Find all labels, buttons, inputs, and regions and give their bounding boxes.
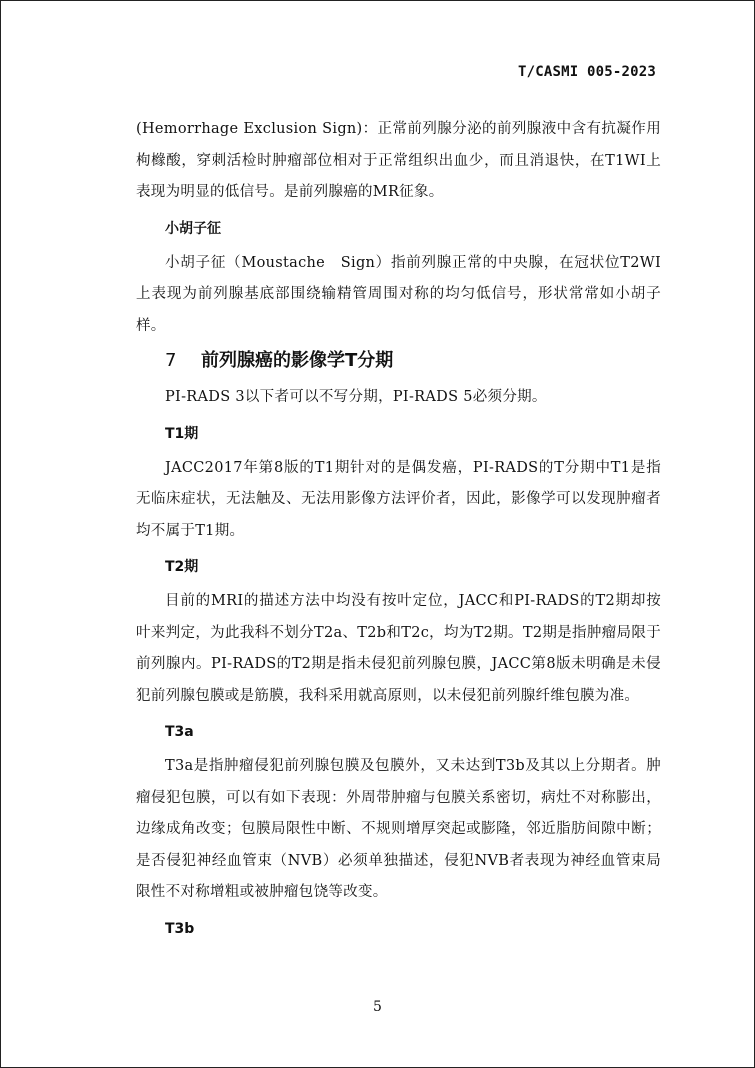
heading-moustache-sign: 小胡子征 <box>165 220 221 237</box>
heading-t3b: T3b <box>165 920 195 937</box>
section-title: 前列腺癌的影像学T分期 <box>201 350 394 371</box>
paragraph-t3a: T3a是指肿瘤侵犯前列腺包膜及包膜外，又未达到T3b及其以上分期者。肿瘤侵犯包膜，可以有如下表现：外周带肿瘤与包膜关系密切，病灶不对称膨出，边缘成角改变；包膜局限性中断、不规则增厚突起或膨隆，邻近脂肪间隙中断；是否侵犯神经血管束（NVB）必须单独描述，侵犯NVB者表现为神经血管束局限性不对称增粗或被肿瘤包饶等改变。 <box>136 758 661 900</box>
page-number: 5 <box>373 999 382 1015</box>
paragraph-moustache-sign: 小胡子征（Moustache Sign）指前列腺正常的中央腺，在冠状位T2WI上表现为前列腺基底部围绕输精管周围对称的均匀低信号，形状常常如小胡子样。 <box>136 254 661 334</box>
page-content <box>136 114 661 948</box>
heading-t1: T1期 <box>165 425 199 442</box>
paragraph-hemorrhage-sign: (Hemorrhage Exclusion Sign)：正常前列腺分泌的前列腺液中含有抗凝作用枸橼酸，穿刺活检时肿瘤部位相对于正常组织出血少，而且消退快，在T1WI上表现为明显的低信号。是前列腺癌的MR征象。 <box>136 121 661 200</box>
paragraph-t1: JACC2017年第8版的T1期针对的是偶发癌，PI-RADS的T分期中T1是指无临床症状，无法触及、无法用影像方法评价者，因此，影像学可以发现肿瘤者均不属于T1期。 <box>136 459 661 539</box>
section-number: 7 <box>165 350 177 371</box>
document-id: T/CASMI 005-2023 <box>517 64 656 80</box>
heading-t2: T2期 <box>165 559 199 575</box>
section-heading-7 <box>165 346 661 376</box>
paragraph-t2: 目前的MRI的描述方法中均没有按叶定位，JACC和PI-RADS的T2期却按叶来判定，为此我科不划分T2a、T2b和T2c，均为T2期。T2期是指肿瘤局限于前列腺内。PI-RADS的T2期是指未侵犯前列腺包膜，JACC第8版未明确是未侵犯前列腺包膜或是筋膜，我科采用就高原则，以未侵犯前列腺纤维包膜为准。 <box>136 593 661 704</box>
heading-t3a: T3a <box>165 724 194 740</box>
paragraph-pirads-staging: PI-RADS 3以下者可以不写分期，PI-RADS 5必须分期。 <box>165 389 547 405</box>
